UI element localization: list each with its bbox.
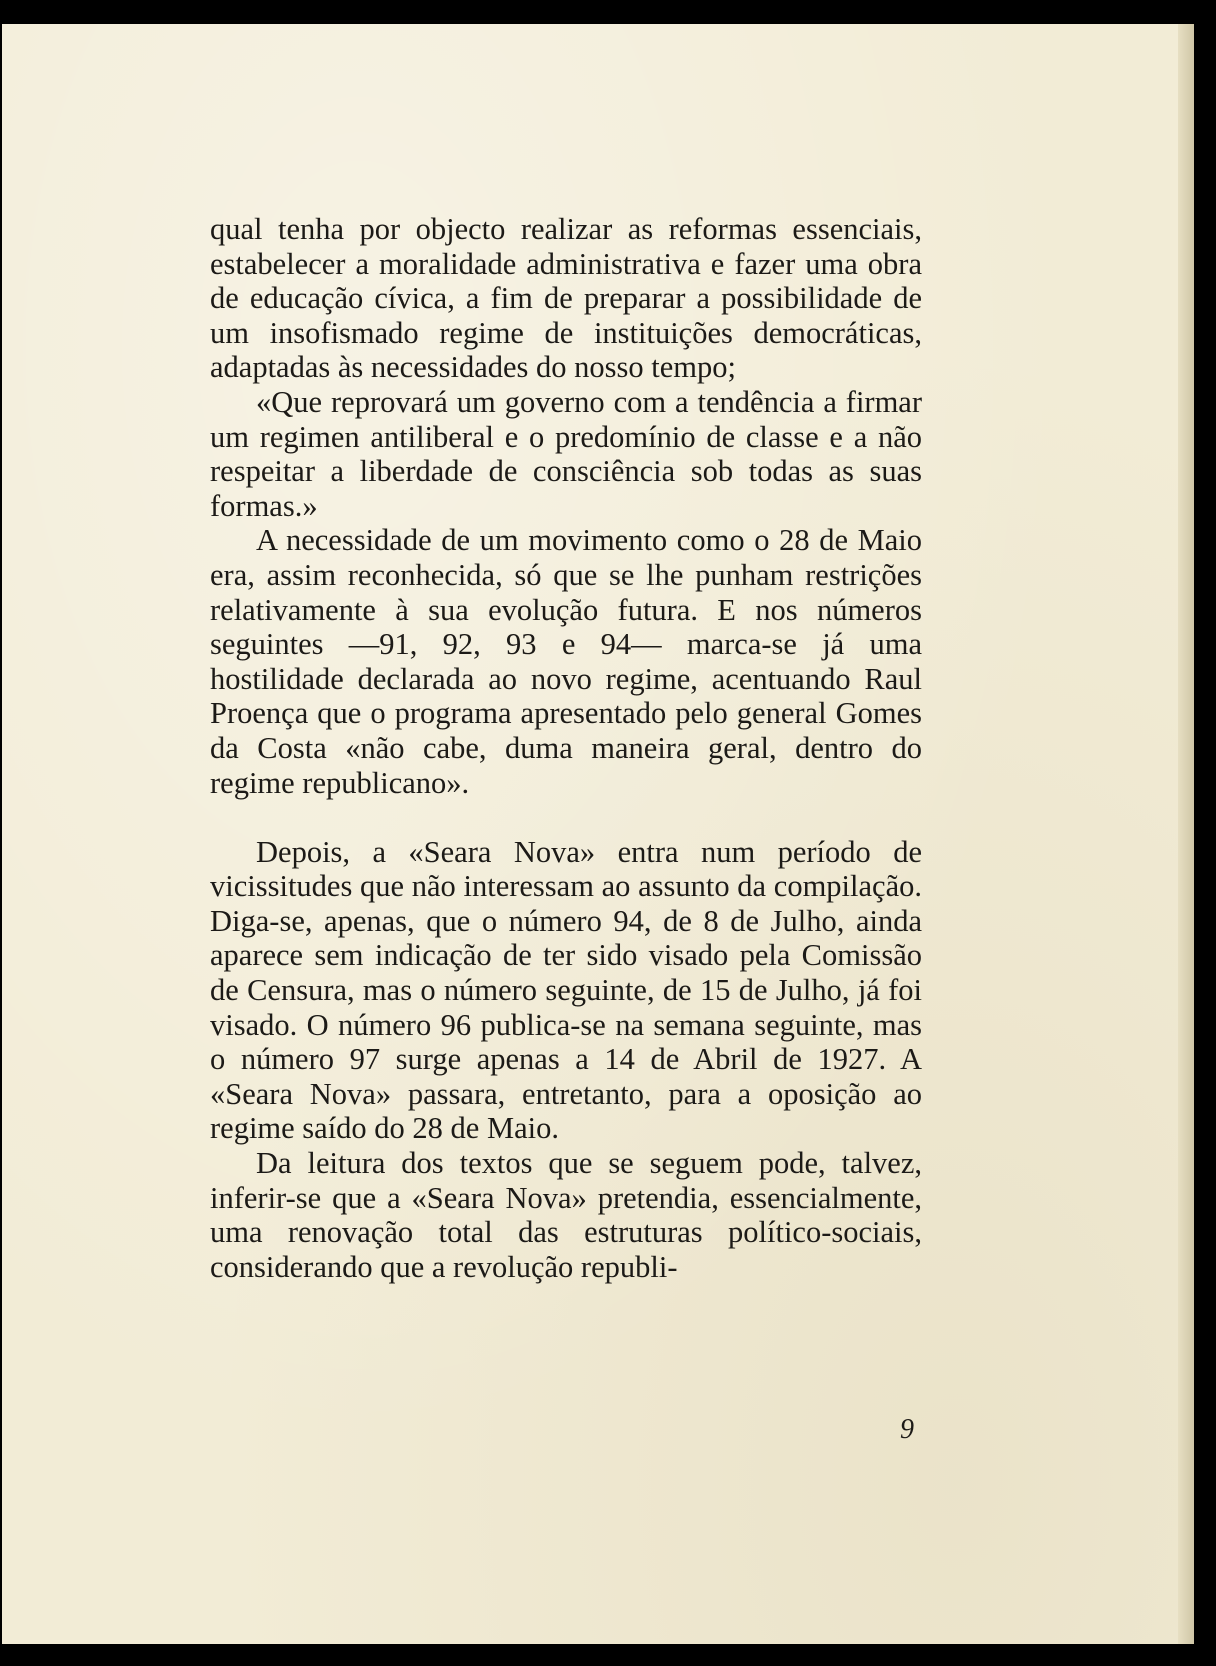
paragraph-4: Depois, a «Seara Nova» entra num período de vicissitudes que não interessam ao assunto da compilação. Diga-se, apenas, que o número 94, de 8 de Julho, ainda aparece sem indicação de ter sido visado pela Comissão de Censura, mas o número seguinte, de 15 de Julho, já foi visado. O número 96 publica-se na semana seguinte, mas o número 97 surge apenas a 14 de Abril de 1927. A «Seara Nova» passara, entretanto, para a oposição ao regime saído do 28 de Maio. [210, 834, 922, 1146]
paragraph-1: qual tenha por objecto realizar as reformas essenciais, estabelecer a moralidade administrativa e fazer uma obra de educação cívica, a fim de preparar a possibilidade de um insofismado regime de instituições democráticas, adaptadas às necessidades do nosso tempo; [210, 212, 922, 385]
page-number: 9 [900, 1414, 914, 1445]
paragraph-3: A necessidade de um movimento como o 28 de Maio era, assim reconhecida, só que se lhe punham restrições relativamente à sua evolução futura. E nos números seguintes —91, 92, 93 e 94— marca-se já uma hostilidade declarada ao novo regime, acentuando Raul Proença que o programa apresentado pelo general Gomes da Costa «não cabe, duma maneira geral, dentro do regime republicano». [210, 523, 922, 800]
paragraph-2: «Que reprovará um governo com a tendência a firmar um regimen antiliberal e o predomínio de classe e a não respeitar a liberdade de consciência sob todas as suas formas.» [210, 384, 922, 523]
page-edge [1178, 24, 1194, 1644]
paragraph-5: Da leitura dos textos que se seguem pode, talvez, inferir-se que a «Seara Nova» pretendia, essencialmente, uma renovação total das estruturas político-sociais, considerando que a revolução republi- [210, 1146, 922, 1284]
body-text [210, 212, 922, 1284]
